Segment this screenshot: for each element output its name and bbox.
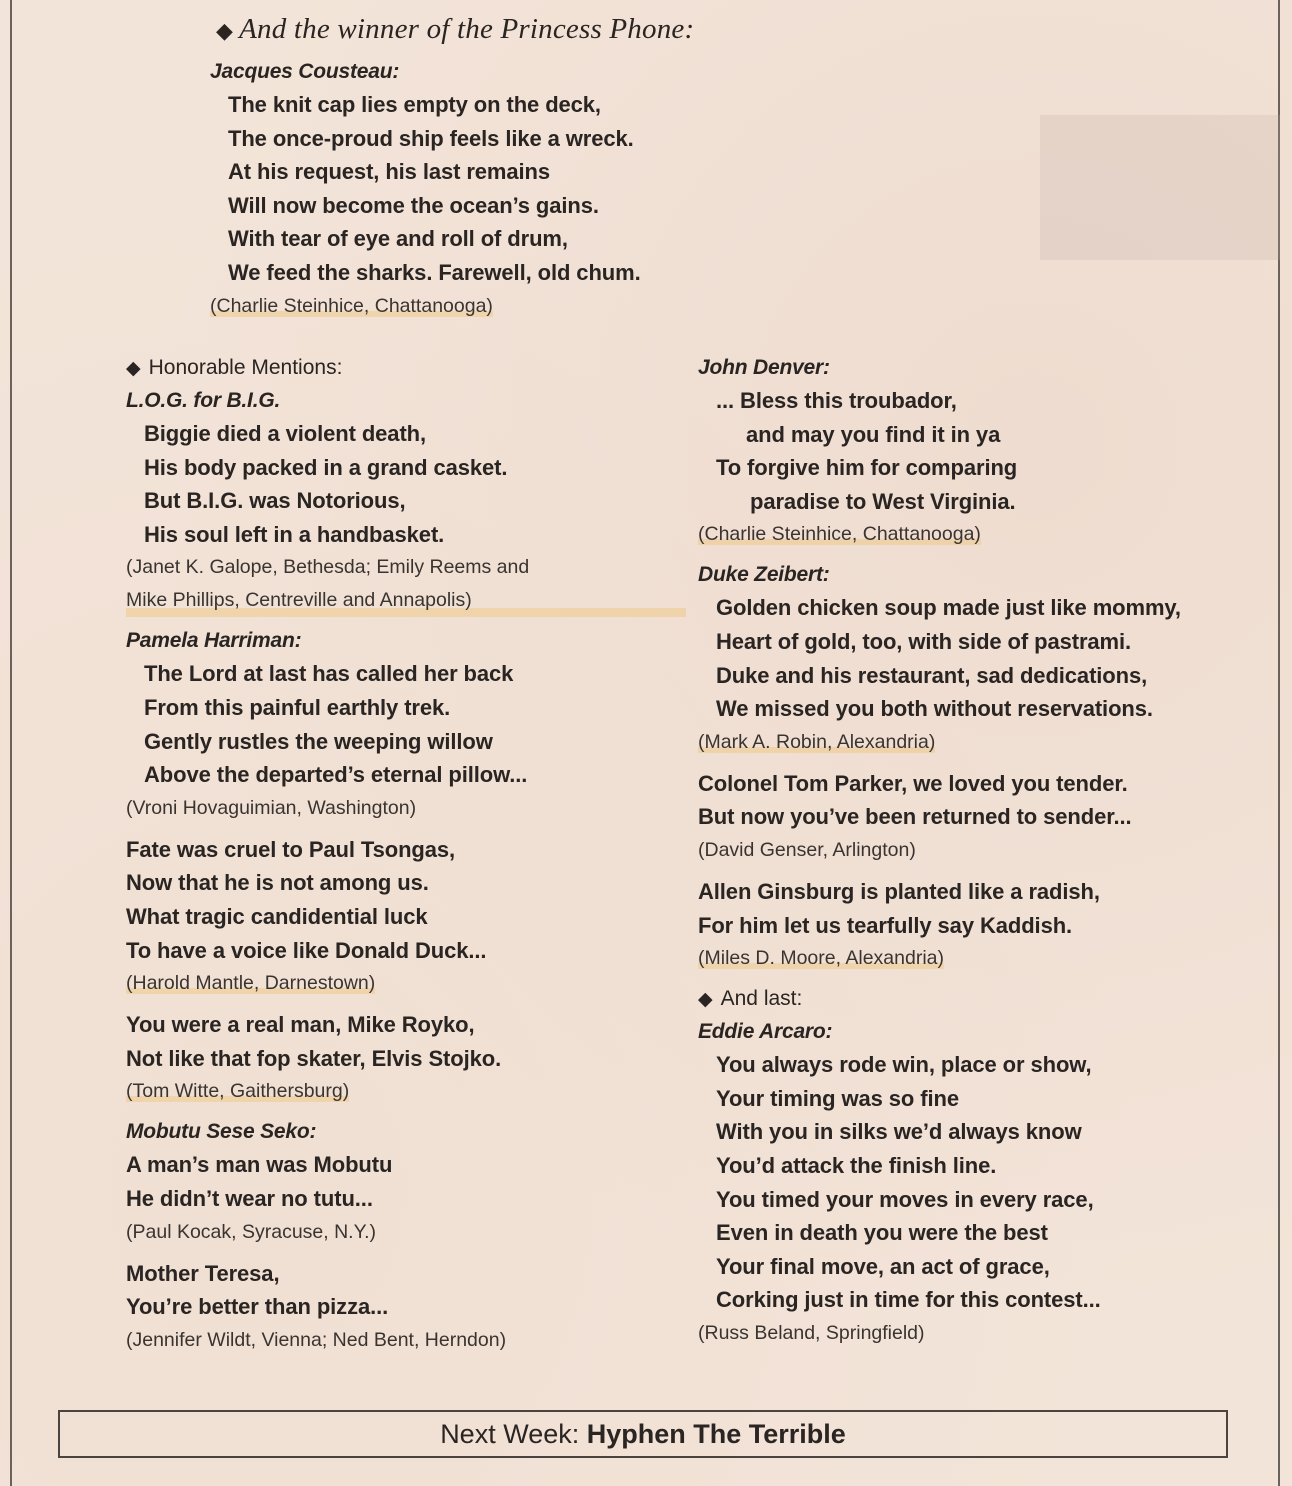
poem-line: His soul left in a handbasket. — [144, 521, 445, 547]
poem-line: For him let us tearfully say Kaddish. — [698, 912, 1073, 938]
poem-line: To have a voice like Donald Duck... — [126, 937, 487, 963]
poem-line: Gently rustles the weeping willow — [144, 728, 493, 754]
entry-credit: (Paul Kocak, Syracuse, N.Y.) — [126, 1220, 376, 1243]
entry-poem — [698, 875, 1268, 942]
poem-line: The knit cap lies empty on the deck, — [228, 92, 601, 117]
left-column — [126, 352, 686, 1365]
poem-line: Colonel Tom Parker, we loved you tender. — [698, 770, 1128, 796]
entry-credit: (Tom Witte, Gaithersburg) — [126, 1080, 350, 1103]
poem-line: From this painful earthly trek. — [144, 694, 451, 720]
entry-poem — [698, 1048, 1268, 1317]
right-column — [698, 352, 1268, 1358]
poem-line: The once-proud ship feels like a wreck. — [228, 125, 634, 151]
entry-poem — [126, 657, 686, 791]
poem-line: Your timing was so fine — [716, 1085, 959, 1111]
entry-subject: Eddie Arcaro: — [698, 1020, 833, 1044]
poem-line: We feed the sharks. Farewell, old chum. — [228, 259, 641, 285]
bleed-through-shade — [1040, 115, 1280, 260]
entry-credit: (David Genser, Arlington) — [698, 838, 916, 861]
poem-line: With tear of eye and roll of drum, — [228, 226, 568, 252]
poem-line: To forgive him for comparing — [716, 455, 1018, 481]
poem-line: His body packed in a grand casket. — [144, 454, 508, 480]
diamond-bullet-icon: ◆ — [126, 358, 141, 379]
poem-line: You’re better than pizza... — [126, 1294, 389, 1320]
poem-line: Now that he is not among us. — [126, 870, 429, 896]
poem-line: He didn’t wear no tutu... — [126, 1185, 373, 1211]
entry-credit: (Vroni Hovaguimian, Washington) — [126, 796, 417, 819]
winner-poem — [210, 88, 770, 290]
entry-credit: (Harold Mantle, Darnestown) — [126, 972, 376, 995]
poem-line: Corking just in time for this contest... — [716, 1287, 1101, 1313]
poem-line: Above the departed’s eternal pillow... — [144, 762, 528, 788]
poem-line: At his request, his last remains — [228, 159, 551, 185]
poem-line: Even in death you were the best — [716, 1220, 1048, 1246]
poem-line: ... Bless this troubador, — [716, 388, 957, 413]
entry-subject: Duke Zeibert: — [698, 563, 830, 587]
poem-line: You’d attack the finish line. — [716, 1152, 997, 1178]
entry-poem — [698, 591, 1268, 725]
entry-credit: (Jennifer Wildt, Vienna; Ned Bent, Herndon) — [126, 1328, 507, 1351]
poem-line: Fate was cruel to Paul Tsongas, — [126, 836, 456, 862]
entry-subject: L.O.G. for B.I.G. — [126, 389, 281, 412]
diamond-bullet-icon: ◆ — [216, 18, 234, 43]
poem-line: What tragic candidential luck — [126, 903, 428, 929]
poem-line: But B.I.G. was Notorious, — [144, 488, 406, 514]
honorable-heading: ◆ Honorable Mentions: — [126, 356, 343, 379]
winner-entry — [210, 10, 770, 331]
poem-line: Biggie died a violent death, — [144, 421, 427, 446]
poem-line: and may you find it in ya — [746, 421, 1001, 447]
entry-subject: Pamela Harriman: — [126, 629, 302, 653]
page-border-left — [10, 0, 12, 1486]
poem-line: Golden chicken soup made just like mommy, — [716, 595, 1181, 621]
next-week-label: Next Week: — [440, 1419, 587, 1449]
entry-poem — [126, 1148, 686, 1215]
entry-credit: (Janet K. Galope, Bethesda; Emily Reems and Mike Phillips, Centreville and Annapolis) — [126, 551, 686, 617]
entry-credit: (Mark A. Robin, Alexandria) — [698, 730, 936, 753]
entry-poem — [698, 384, 1268, 518]
entry-poem — [126, 1257, 686, 1324]
entry-poem — [126, 1008, 686, 1075]
poem-line: With you in silks we’d always know — [716, 1119, 1082, 1145]
poem-line: Heart of gold, too, with side of pastrami. — [716, 628, 1132, 654]
winner-credit: (Charlie Steinhice, Chattanooga) — [210, 294, 493, 317]
poem-line: Allen Ginsburg is planted like a radish, — [698, 878, 1100, 904]
poem-line: Duke and his restaurant, sad dedications, — [716, 662, 1148, 688]
poem-line: Will now become the ocean’s gains. — [228, 192, 599, 218]
poem-line: But now you’ve been returned to sender... — [698, 804, 1132, 830]
entry-credit: (Russ Beland, Springfield) — [698, 1321, 925, 1344]
entry-subject: Mobutu Sese Seko: — [126, 1120, 317, 1144]
poem-line: We missed you both without reservations. — [716, 696, 1153, 722]
poem-line: Mother Teresa, — [126, 1260, 280, 1286]
next-week-box — [58, 1410, 1228, 1458]
poem-line: Your final move, an act of grace, — [716, 1253, 1050, 1279]
last-heading: ◆ And last: — [698, 987, 803, 1011]
entry-poem — [126, 833, 686, 967]
poem-line: A man’s man was Mobutu — [126, 1152, 393, 1178]
next-week-title: Hyphen The Terrible — [586, 1419, 846, 1449]
poem-line: You were a real man, Mike Royko, — [126, 1012, 475, 1038]
entry-poem — [698, 767, 1268, 834]
entry-credit: (Miles D. Moore, Alexandria) — [698, 947, 944, 970]
poem-line: You timed your moves in every race, — [716, 1186, 1094, 1212]
diamond-bullet-icon: ◆ — [698, 989, 713, 1011]
entry-credit: (Charlie Steinhice, Chattanooga) — [698, 523, 981, 546]
poem-line: The Lord at last has called her back — [144, 661, 514, 687]
winner-heading: ◆ And the winner of the Princess Phone: — [216, 13, 695, 45]
winner-subject: Jacques Cousteau: — [210, 60, 400, 83]
poem-line: paradise to West Virginia. — [750, 488, 1016, 514]
poem-line: You always rode win, place or show, — [716, 1052, 1092, 1078]
entry-subject: John Denver: — [698, 356, 830, 379]
poem-line: Not like that fop skater, Elvis Stojko. — [126, 1045, 502, 1071]
entry-poem — [126, 417, 686, 551]
